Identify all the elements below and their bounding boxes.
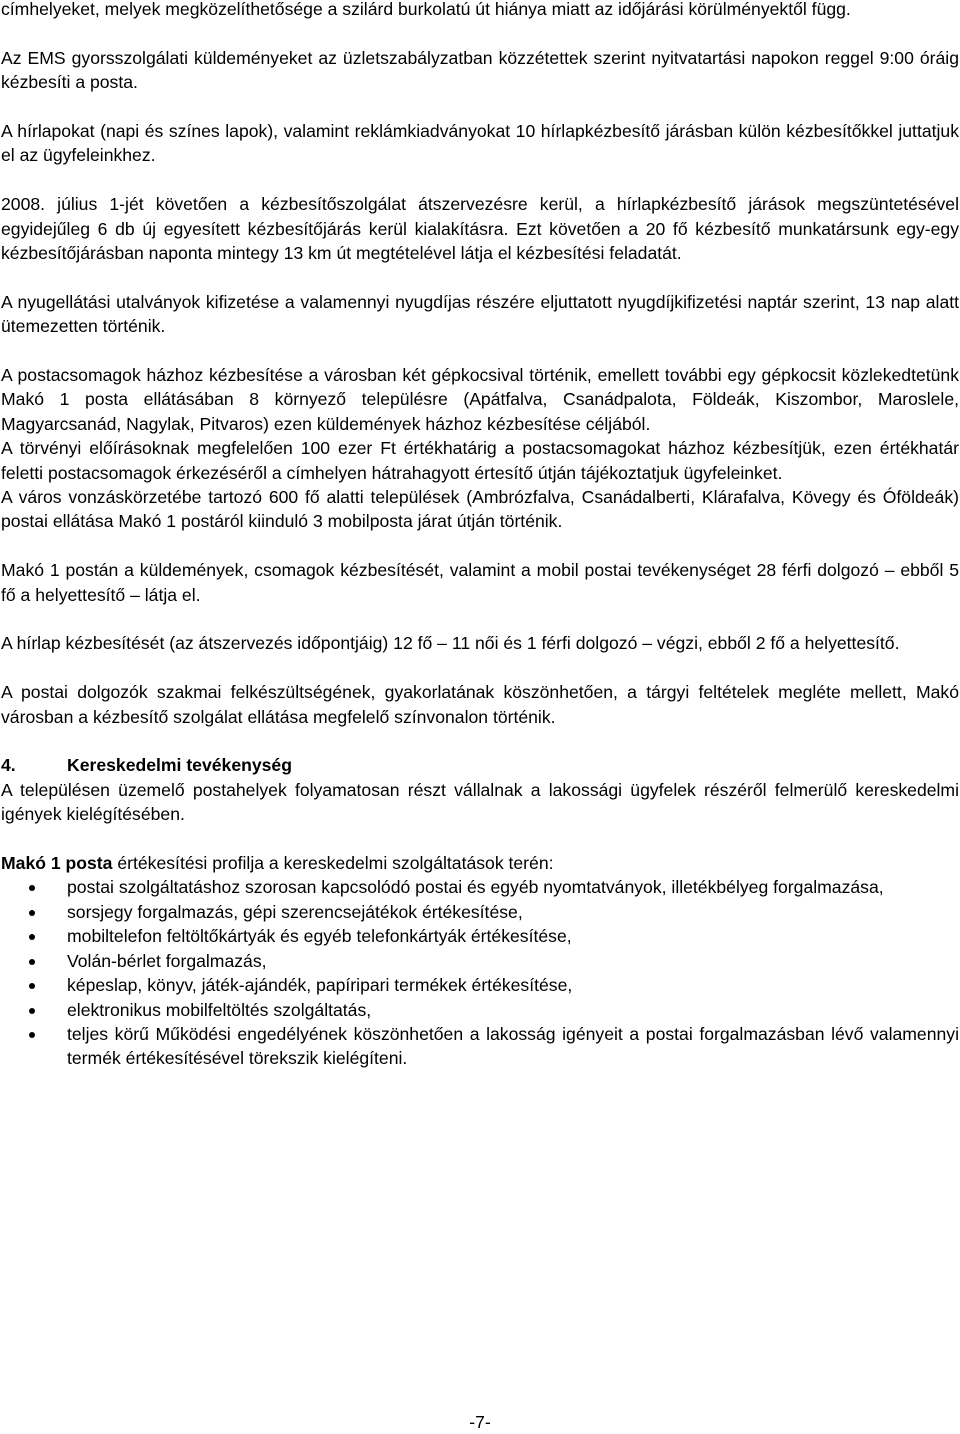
list-item bbox=[1, 998, 959, 1022]
bullet-icon bbox=[29, 1008, 35, 1014]
section-title: Kereskedelmi tevékenység bbox=[67, 755, 292, 776]
bullet-icon bbox=[29, 934, 35, 940]
paragraph-reorganization: 2008. július 1-jét követően a kézbesítőszolgálat átszervezésre kerül, a hírlapkézbesítő járások megszüntetésével egyidejűleg 6 db új egyesített kézbesítőjárás kerül kialakításra. Ezt követően a 20 fő kézbesítő munkatársunk egy-egy kézbesítőjárásban naponta mintegy 13 km út megtételével látja el kézbesítési feladatát. bbox=[1, 194, 959, 264]
paragraph-service-quality: A postai dolgozók szakmai felkészültségének, gyakorlatának köszönhetően, a tárgyi feltételek megléte mellett, Makó városban a kézbesítő szolgálat ellátása megfelelő színvonalon történik. bbox=[1, 682, 959, 727]
bullet-icon bbox=[29, 959, 35, 965]
list-item bbox=[1, 1022, 959, 1071]
list-item-text: mobiltelefon feltöltőkártyák és egyéb telefonkártyák értékesítése, bbox=[67, 926, 572, 947]
bullet-icon bbox=[29, 910, 35, 916]
section-number: 4. bbox=[1, 755, 16, 776]
list-item bbox=[1, 949, 959, 973]
paragraph-mobile-post: A város vonzáskörzetébe tartozó 600 fő alatti települések (Ambrózfalva, Csanádalberti, Klárafalva, Kövegy és Óföldeák) postai ellátása Makó 1 postáról kiinduló 3 mobilposta járat útján történik. bbox=[1, 487, 959, 532]
paragraph-address-access: címhelyeket, melyek megközelíthetősége a szilárd burkolatú út hiánya miatt az időjárási körülményektől függ. bbox=[1, 0, 851, 19]
list-item-text: képeslap, könyv, játék-ajándék, papíripari termékek értékesítése, bbox=[67, 975, 573, 996]
section-intro: A településen üzemelő postahelyek folyamatosan részt vállalnak a lakossági ügyfelek részéről felmerülő kereskedelmi igények kielégítésében. bbox=[1, 779, 959, 825]
paragraph-newspaper-staff: A hírlap kézbesítését (az átszervezés időpontjáig) 12 fő – 11 női és 1 férfi dolgozó – végzi, ebből 2 fő a helyettesítő. bbox=[1, 633, 900, 654]
paragraph-delivery-staff: Makó 1 postán a küldemények, csomagok kézbesítését, valamint a mobil postai tevékenységet 28 férfi dolgozó – ebből 5 fő a helyettesítő – látja el. bbox=[1, 560, 959, 605]
paragraph-parcel-value-limit: A törvényi előírásoknak megfelelően 100 ezer Ft értékhatárig a postacsomagokat házhoz kézbesítjük, ezen értékhatár feletti postacsomagok érkezéséről a címhelyen hátrahagyott értesítő útján tájékoztatjuk ügyfeleinket. bbox=[1, 438, 959, 483]
sales-profile-text: értékesítési profilja a kereskedelmi szolgáltatások terén: bbox=[112, 853, 554, 874]
bullet-icon bbox=[29, 983, 35, 989]
bullet-icon bbox=[29, 885, 35, 891]
sales-profile-list bbox=[1, 875, 959, 1070]
paragraph-newspaper-delivery: A hírlapokat (napi és színes lapok), valamint reklámkiadványokat 10 hírlapkézbesítő járásban külön kézbesítőkkel juttatjuk el az ügyfeleinkhez. bbox=[1, 121, 959, 166]
paragraph-pension: A nyugellátási utalványok kifizetése a valamennyi nyugdíjas részére eljuttatott nyugdíjkifizetési naptár szerint, 13 nap alatt ütemezetten történik. bbox=[1, 291, 959, 337]
list-item-text: elektronikus mobilfeltöltés szolgáltatás, bbox=[67, 999, 372, 1020]
list-item bbox=[1, 900, 959, 924]
list-item-text: Volán-bérlet forgalmazás, bbox=[67, 950, 267, 971]
sales-profile-intro bbox=[1, 851, 959, 875]
list-item-text: sorsjegy forgalmazás, gépi szerencsejátékok értékesítése, bbox=[67, 901, 523, 922]
paragraph-parcel-delivery: A postacsomagok házhoz kézbesítése a városban két gépkocsival történik, emellett további egy gépkocsit közlekedtetünk Makó 1 posta ellátásában 8 környező településre (Apátfalva, Csanádpalota, Földeák, Kiszombor, Maroslele, Magyarcsanád, Nagylak, Pitvaros) ezen küldemények házhoz kézbesítése céljából. bbox=[1, 365, 959, 434]
paragraph-ems: Az EMS gyorsszolgálati küldeményeket az üzletszabályzatban közzétettek szerint nyitvatartási napokon reggel 9:00 óráig kézbesíti a posta. bbox=[1, 47, 959, 93]
bullet-icon bbox=[29, 1032, 35, 1038]
list-item-text: teljes körű Működési engedélyének köszönhetően a lakosság igényeit a postai forgalmazásban lévő valamennyi termék értékesítésével törekszik kielégíteni. bbox=[67, 1023, 959, 1069]
list-item bbox=[1, 875, 959, 899]
list-item bbox=[1, 924, 959, 948]
document-page bbox=[1, 0, 959, 1071]
list-item bbox=[1, 973, 959, 997]
section-heading bbox=[1, 753, 959, 777]
list-item-text: postai szolgáltatáshoz szorosan kapcsolódó postai és egyéb nyomtatványok, illetékbélyeg forgalmazása, bbox=[67, 877, 884, 898]
page-number: -7- bbox=[469, 1412, 491, 1432]
sales-profile-bold: Makó 1 posta bbox=[1, 853, 113, 874]
